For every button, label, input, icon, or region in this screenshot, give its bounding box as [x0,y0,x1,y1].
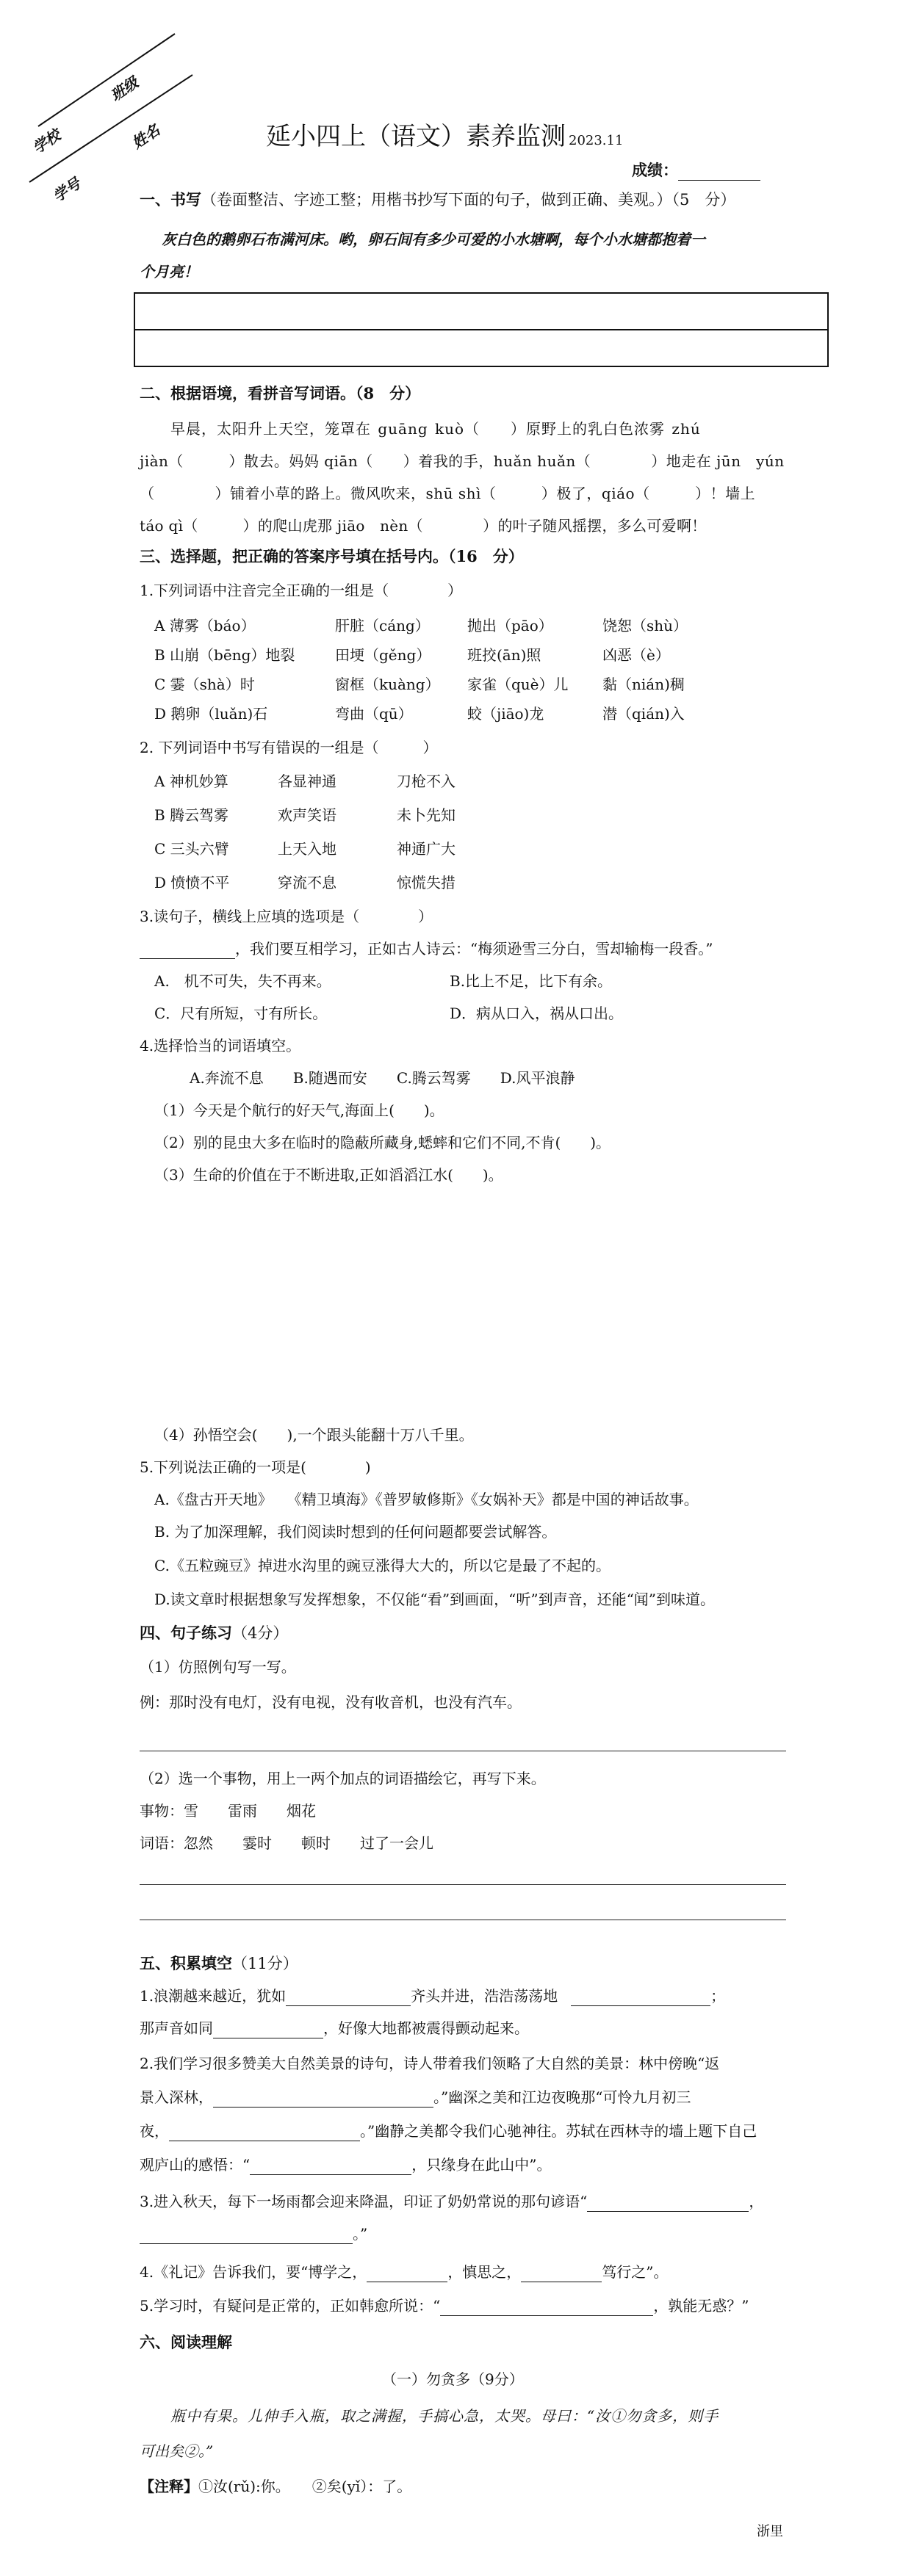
s5-q3-line-2: 。” [140,2224,367,2244]
q3-5-opt: B. 为了加深理解，我们阅读时想到的任何问题都要尝试解答。 [154,1523,557,1541]
side-class-label: 班级 [107,73,142,105]
q3-2-opt: D 愤愤不平 [154,874,230,891]
s5-q2-line-4: 观庐山的感悟：“ ，只缘身在此山中”。 [140,2156,552,2174]
section-3-heading: 三、选择题，把正确的答案序号填在括号内。（16 分） [140,547,524,565]
q3-4-choices: A.奔流不息 B.随遇而安 C.腾云驾雾 D.风平浪静 [190,1069,575,1087]
section-1-heading: 一、书写（卷面整洁、字迹工整；用楷书抄写下面的句子，做到正确、美观。）（5 分） [140,190,736,209]
s4-part-1: （1）仿照例句写一写。 [140,1658,296,1676]
q3-3-opt-a: A. 机不可失，失不再来。 [154,972,331,990]
section-1-note: （卷面整洁、字迹工整；用楷书抄写下面的句子，做到正确、美观。）（5 分） [201,191,736,209]
side-name-label: 姓名 [129,120,163,152]
s4-answer-line-2[interactable] [140,1884,786,1885]
s5-q2-line-1: 2.我们学习很多赞美大自然美景的诗句，诗人带着我们领略了大自然的美景：林中傍晚“返 [140,2055,720,2072]
q3-2-opt: 各显神通 [278,773,336,790]
score-field [632,159,760,181]
q3-3-stem: 3.读句子，横线上应填的选项是（ ） [140,908,433,925]
writing-box[interactable] [134,292,829,367]
s5-q1-line-2: 那声音如同 ，好像大地都被震得颤动起来。 [140,2019,529,2037]
s5-q4-blank-2[interactable] [521,2265,602,2282]
s5-q3-blank-2[interactable] [140,2227,353,2244]
q3-2-opt: C 三头六臂 [154,840,229,858]
page-title [266,122,623,156]
q3-1-opt: 班挍(ān)照 [467,646,541,664]
s4-things: 事物：雪 雷雨 烟花 [140,1802,316,1820]
q3-1-opt: 蛟（jiāo)龙 [467,705,544,723]
q3-1-stem: 1.下列词语中注音完全正确的一组是（ ） [140,582,463,599]
s5-q2-line-2: 景入深林， 。”幽深之美和江边夜晚那“可怜九月初三 [140,2088,691,2106]
s4-words: 词语：忽然 霎时 顿时 过了一会儿 [140,1834,433,1852]
q3-2-opt: 穿流不息 [278,874,336,891]
side-student-no-label: 学号 [49,174,84,206]
q3-2-opt: 欢声笑语 [278,806,336,824]
q3-4-item: （3）生命的价值在于不断进取,正如滔滔江水( )。 [154,1166,503,1184]
pinyin-line-1: 早晨，太阳升上天空，笼罩在 guāng kuò（ ）原野上的乳白色浓雾 zhú [170,420,701,438]
corner-label: 浙里 [757,2524,783,2539]
q3-5-opt: A.《盘古开天地》 《精卫填海》《普罗敏修斯》《女娲补天》都是中国的神话故事。 [154,1491,699,1508]
q3-1-opt: B 山崩（bēng）地裂 [154,646,295,664]
q3-1-opt: 凶恶（è） [602,646,670,664]
section-5-heading: 五、积累填空（11分） [140,1954,298,1972]
q3-2-opt: B 腾云驾雾 [154,806,229,824]
s4-part-2: （2）选一个事物，用上一两个加点的词语描绘它，再写下来。 [140,1770,546,1787]
s5-q1-line-1: 1.浪潮越来越近，犹如 齐头并进，浩浩荡荡地 ； [140,1987,726,2005]
q3-2-opt: 上天入地 [278,840,336,858]
q3-2-opt: A 神机妙算 [154,773,228,790]
s5-q2-blank-1[interactable] [213,2091,433,2108]
q3-4-item: （2）别的昆虫大多在临时的隐蔽所藏身,蟋蟀和它们不同,不肯( )。 [154,1134,611,1151]
title-text: 延小四上（语文）素养监测 [266,122,566,151]
s5-q5-blank[interactable] [440,2299,653,2316]
q3-1-opt: 黏（nián)稠 [602,676,685,693]
pinyin-line-4: táo qì（ ）的爬山虎那 jiāo nèn（ ）的叶子随风摇摆，多么可爱啊！ [140,517,707,535]
s5-q5-line: 5.学习时，有疑问是正常的，正如韩愈所说：“ ，孰能无惑？” [140,2297,749,2315]
s5-q1-blank-3[interactable] [213,2022,323,2038]
s5-q3-blank-1[interactable] [587,2195,749,2212]
q3-2-opt: 惊慌失措 [397,874,455,891]
score-label: 成绩： [632,161,678,179]
pinyin-line-2: jiàn（ ）散去。妈妈 qiān（ ）着我的手，huǎn huǎn（ ）地走在 jūn yún [140,452,785,470]
copy-text-line-1: 灰白色的鹅卵石布满河床。哟，卵石间有多少可爱的小水塘啊，每个小水塘都抱着一 [162,231,705,248]
q3-3-sentence: ，我们要互相学习，正如古人诗云：“梅须逊雪三分白，雪却输梅一段香。” [140,938,713,959]
s5-q2-line-3: 夜， 。”幽静之美都令我们心驰神往。苏轼在西林寺的墙上题下自己 [140,2122,757,2140]
q3-2-stem: 2. 下列词语中书写有错误的一组是（ ） [140,739,438,756]
s5-q4-line: 4.《礼记》告诉我们，要“博学之， ，慎思之， 笃行之”。 [140,2263,669,2281]
q3-1-opt: D 鹅卵（luǎn)石 [154,705,268,723]
reading-subtitle: （一）勿贪多（9分） [382,2370,524,2388]
pinyin-line-3: （ ）铺着小草的路上。微风吹来，shū shì（ ）极了，qiáo（ ）！墙上 [140,485,756,502]
s5-q4-blank-1[interactable] [367,2265,447,2282]
side-school-label: 学校 [29,126,64,157]
reading-note: 【注释】①汝(rǔ):你。 ②矣(yǐ）：了。 [140,2478,412,2495]
q3-2-opt: 刀枪不入 [397,773,455,790]
writing-box-divider [135,329,827,330]
reading-text-line-1: 瓶中有果。儿伸手入瓶，取之满握，手搞心急，太哭。母曰：“汝①勿贪多，则手 [170,2407,719,2425]
q3-2-opt: 神通广大 [397,840,455,858]
q3-1-opt: 潜（qián)入 [602,705,685,723]
q3-5-opt: D.读文章时根据想象写发挥想象，不仅能“看”到画面，“听”到声音，还能“闻”到味道。 [154,1591,716,1608]
q3-5-stem: 5.下列说法正确的一项是( ) [140,1458,371,1476]
q3-1-opt: 家雀（què）儿 [467,676,569,693]
q3-1-opt: 饶恕（shù） [602,617,688,634]
q3-2-opt: 未卜先知 [397,806,455,824]
section-4-heading: 四、句子练习（4分） [140,1624,289,1642]
q3-3-opt-b: B.比上不足，比下有余。 [450,972,613,990]
s5-q1-blank-1[interactable] [286,1989,411,2006]
q3-5-opt: C.《五粒豌豆》掉进水沟里的豌豆涨得大大的，所以它是最了不起的。 [154,1557,611,1574]
q3-1-opt: A 薄雾（báo） [154,617,256,634]
q3-1-opt: 抛出（pāo） [467,617,553,634]
exam-date: 2023.11 [569,133,624,148]
q3-4-item: （1）今天是个航行的好天气,海面上( )。 [154,1101,444,1119]
s5-q2-blank-3[interactable] [250,2158,411,2175]
q3-4-stem: 4.选择恰当的词语填空。 [140,1037,301,1054]
section-2-heading: 二、根据语境，看拼音写词语。（8 分） [140,384,421,402]
s5-q3-line-1: 3.进入秋天，每下一场雨都会迎来降温，印证了奶奶常说的那句谚语“ ， [140,2193,764,2210]
q3-1-opt: 弯曲（qū） [335,705,413,723]
reading-text-line-2: 可出矣②。” [140,2442,214,2460]
section-6-heading: 六、阅读理解 [140,2333,232,2351]
q3-1-opt: 窗框（kuàng） [335,676,440,693]
q3-3-opt-c: C．尺有所短，寸有所长。 [154,1005,328,1022]
s5-q2-blank-2[interactable] [169,2124,360,2141]
q3-3-opt-d: D．病从口入，祸从口出。 [450,1005,624,1022]
q3-1-opt: 田埂（gěng） [335,646,431,664]
q3-1-opt: C 霎（shà）时 [154,676,255,693]
q3-3-blank[interactable] [140,942,235,959]
q3-1-opt: 肝脏（cáng） [335,617,430,634]
copy-text-line-2: 个月亮！ [140,263,198,281]
s4-example: 例：那时没有电灯，没有电视，没有收音机，也没有汽车。 [140,1693,522,1711]
q3-4-item: （4）孙悟空会( ),一个跟头能翻十万八千里。 [154,1426,474,1444]
s5-q1-blank-2[interactable] [571,1989,710,2006]
score-blank[interactable] [678,162,760,181]
